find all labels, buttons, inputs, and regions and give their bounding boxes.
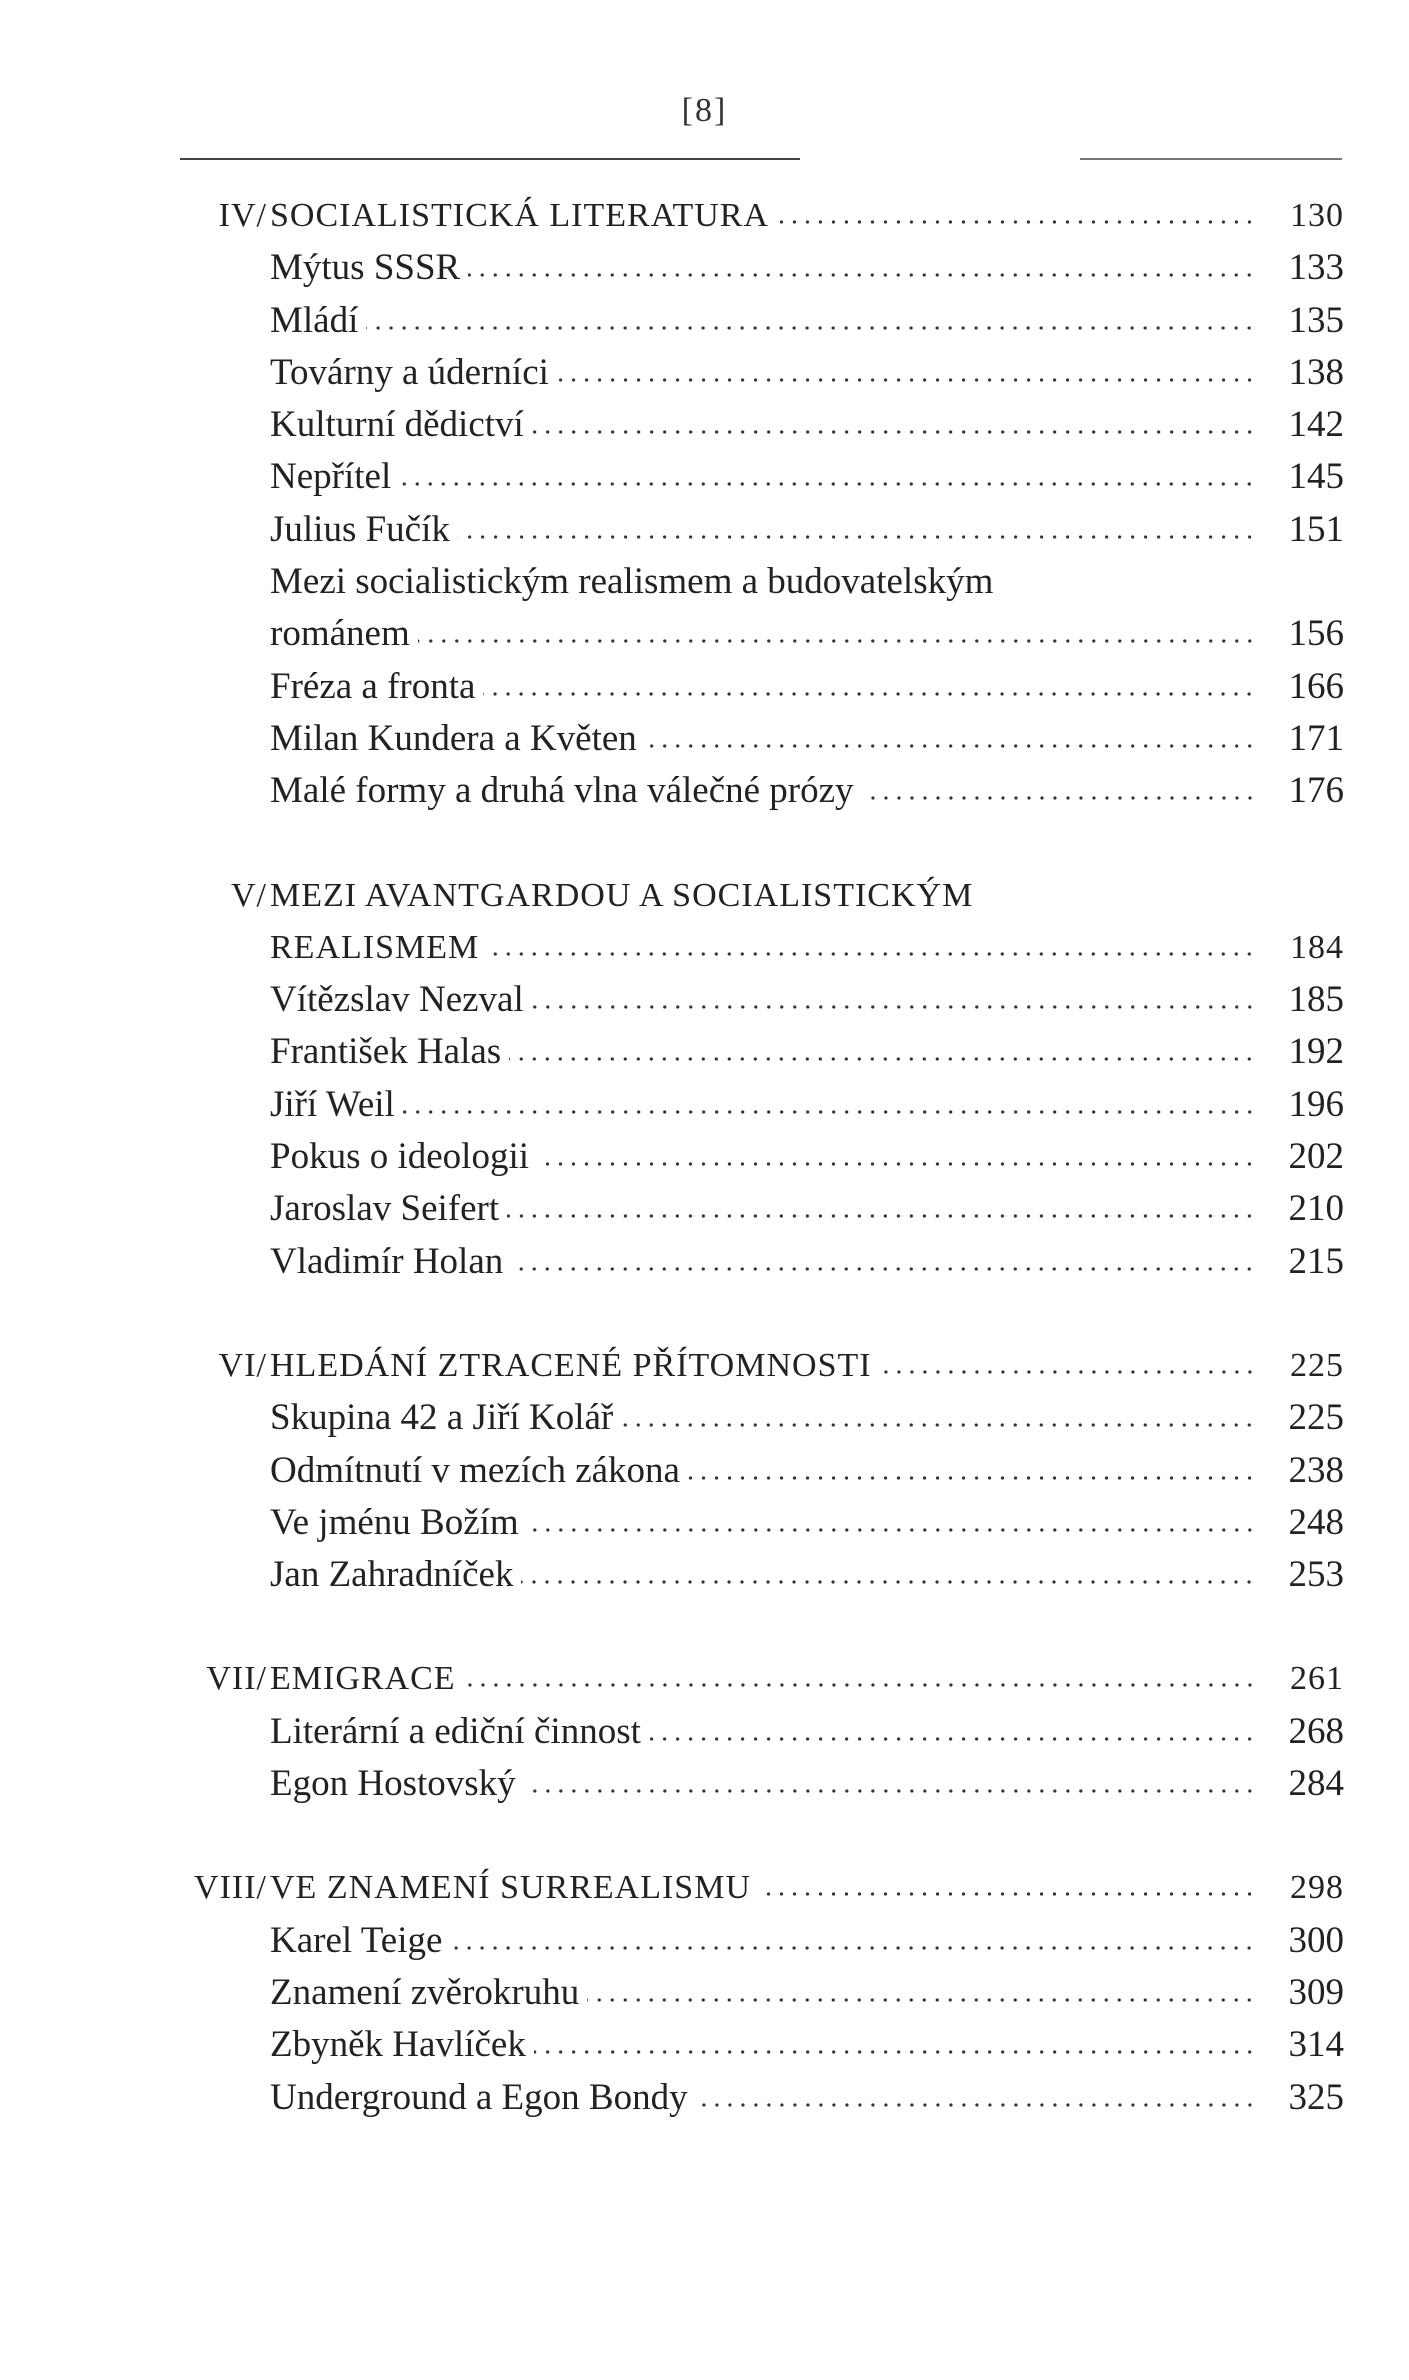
entry-title: Jan Zahradníček bbox=[270, 1554, 514, 1596]
entry-title: Egon Hostovský bbox=[270, 1763, 516, 1805]
dot-leader bbox=[507, 1214, 1256, 1218]
entry-title: Znamení zvěrokruhu bbox=[270, 1971, 580, 2013]
dot-leader bbox=[537, 1162, 1256, 1166]
entry-title: Fréza a fronta bbox=[270, 665, 476, 707]
dot-leader bbox=[532, 1005, 1256, 1009]
toc-entry bbox=[0, 1131, 1409, 1183]
page-ref: 225 bbox=[1288, 1397, 1344, 1439]
page-ref: 176 bbox=[1288, 770, 1344, 812]
toc-entry bbox=[0, 974, 1409, 1026]
page-ref: 130 bbox=[1290, 197, 1344, 234]
dot-leader bbox=[880, 1370, 1256, 1374]
page-ref: 196 bbox=[1288, 1083, 1344, 1125]
dot-leader bbox=[534, 2050, 1256, 2054]
toc-chapter-row bbox=[0, 870, 1409, 922]
toc-entry bbox=[0, 399, 1409, 451]
entry-title: Ve jménu Božím bbox=[270, 1501, 519, 1543]
dot-leader bbox=[524, 1789, 1256, 1793]
toc-entry bbox=[0, 1549, 1409, 1601]
toc-entry bbox=[0, 242, 1409, 294]
entry-title: Jaroslav Seifert bbox=[270, 1188, 500, 1230]
page-ref: 184 bbox=[1290, 928, 1344, 966]
toc-entry bbox=[0, 451, 1409, 503]
dot-leader bbox=[399, 482, 1256, 486]
toc-entry bbox=[0, 1967, 1409, 2019]
dot-leader bbox=[418, 639, 1256, 643]
entry-title: Pokus o ideologii bbox=[270, 1136, 530, 1178]
entry-title: Julius Fučík bbox=[270, 508, 450, 550]
page-ref: 309 bbox=[1288, 1971, 1344, 2013]
page-ref: 185 bbox=[1288, 979, 1344, 1021]
entry-title: Odmítnutí v mezích zákona bbox=[270, 1449, 680, 1491]
entry-title: Továrny a úderníci bbox=[270, 351, 549, 393]
dot-leader bbox=[759, 1892, 1256, 1896]
dot-leader bbox=[509, 1057, 1256, 1061]
toc-section bbox=[0, 1862, 1409, 2123]
dot-leader bbox=[468, 273, 1256, 277]
chapter-number: VII/ bbox=[206, 1660, 267, 1698]
page-ref: 166 bbox=[1288, 665, 1344, 707]
dot-leader bbox=[487, 952, 1256, 956]
page-ref: 215 bbox=[1288, 1240, 1344, 1282]
page-number: [8] bbox=[681, 92, 728, 129]
page-ref: 156 bbox=[1288, 613, 1344, 655]
chapter-title: MEZI AVANTGARDOU A SOCIALISTICKÝM bbox=[270, 876, 974, 914]
toc-entry bbox=[0, 1758, 1409, 1810]
entry-title: Zbyněk Havlíček bbox=[270, 2024, 526, 2066]
toc-entry bbox=[0, 661, 1409, 713]
entry-title: Mezi socialistickým realismem a budovatelským bbox=[270, 561, 994, 603]
page-ref: 135 bbox=[1288, 299, 1344, 341]
dot-leader bbox=[458, 535, 1256, 539]
page-ref: 284 bbox=[1288, 1763, 1344, 1805]
dot-leader bbox=[450, 1946, 1256, 1950]
dot-leader bbox=[645, 744, 1256, 748]
chapter-title: HLEDÁNÍ ZTRACENÉ PŘÍTOMNOSTI bbox=[270, 1346, 872, 1384]
toc-chapter-row bbox=[0, 1340, 1409, 1392]
entry-title: Literární a ediční činnost bbox=[270, 1710, 641, 1752]
entry-title: Milan Kundera a Květen bbox=[270, 717, 637, 759]
dot-leader bbox=[621, 1423, 1256, 1427]
toc-entry bbox=[0, 1706, 1409, 1758]
page-ref: 133 bbox=[1288, 247, 1344, 289]
toc-entry bbox=[0, 2072, 1409, 2124]
chapter-number: IV/ bbox=[218, 197, 267, 234]
entry-title: Mládí bbox=[270, 299, 359, 341]
entry-title: Malé formy a druhá vlna válečné prózy bbox=[270, 770, 854, 812]
chapter-number: VIII/ bbox=[194, 1869, 267, 1907]
toc-entry bbox=[0, 1026, 1409, 1078]
page-ref: 171 bbox=[1288, 717, 1344, 759]
toc-entry bbox=[0, 556, 1409, 608]
page-ref: 145 bbox=[1288, 456, 1344, 498]
dot-leader bbox=[532, 430, 1256, 434]
entry-title: Nepřítel bbox=[270, 456, 392, 498]
page-ref: 138 bbox=[1288, 351, 1344, 393]
entry-title: František Halas bbox=[270, 1031, 502, 1073]
page-ref: 151 bbox=[1288, 508, 1344, 550]
toc-entry bbox=[0, 1392, 1409, 1444]
page-ref: 238 bbox=[1288, 1449, 1344, 1491]
chapter-title: EMIGRACE bbox=[270, 1660, 456, 1698]
toc-entry bbox=[0, 1236, 1409, 1288]
entry-title: Vladimír Holan bbox=[270, 1240, 504, 1282]
dot-leader bbox=[587, 1998, 1256, 2002]
dot-leader bbox=[777, 220, 1256, 224]
toc-section bbox=[0, 870, 1409, 1288]
toc-chapter-row-continuation bbox=[0, 922, 1409, 974]
page-ref: 314 bbox=[1288, 2024, 1344, 2066]
entry-title: Jiří Weil bbox=[270, 1083, 395, 1125]
toc-section bbox=[0, 1340, 1409, 1601]
dot-leader bbox=[696, 2103, 1256, 2107]
dot-leader bbox=[521, 1580, 1256, 1584]
table-of-contents bbox=[0, 190, 1409, 2176]
toc-entry bbox=[0, 1497, 1409, 1549]
toc-chapter-row bbox=[0, 190, 1409, 242]
dot-leader bbox=[649, 1737, 1256, 1741]
dot-leader bbox=[366, 326, 1256, 330]
page-ref: 261 bbox=[1290, 1660, 1344, 1698]
page-ref: 142 bbox=[1288, 404, 1344, 446]
toc-entry bbox=[0, 1079, 1409, 1131]
entry-title: Karel Teige bbox=[270, 1919, 443, 1961]
toc-entry bbox=[0, 765, 1409, 817]
dot-leader bbox=[464, 1683, 1256, 1687]
toc-chapter-row bbox=[0, 1653, 1409, 1705]
toc-entry bbox=[0, 713, 1409, 765]
toc-section bbox=[0, 190, 1409, 818]
entry-title: Mýtus SSSR bbox=[270, 247, 461, 289]
toc-chapter-row bbox=[0, 1862, 1409, 1914]
page-ref: 210 bbox=[1288, 1188, 1344, 1230]
page-ref: 248 bbox=[1288, 1501, 1344, 1543]
toc-entry bbox=[0, 347, 1409, 399]
entry-title: Kulturní dědictví bbox=[270, 404, 524, 446]
toc-entry bbox=[0, 1915, 1409, 1967]
page-ref: 202 bbox=[1288, 1136, 1344, 1178]
dot-leader bbox=[527, 1528, 1256, 1532]
page-ref: 325 bbox=[1288, 2076, 1344, 2118]
dot-leader bbox=[483, 692, 1256, 696]
toc-entry bbox=[0, 2019, 1409, 2071]
chapter-title-continuation: REALISMEM bbox=[270, 928, 480, 966]
toc-section bbox=[0, 1653, 1409, 1810]
chapter-title: VE ZNAMENÍ SURREALISMU bbox=[270, 1869, 751, 1907]
page-ref: 192 bbox=[1288, 1031, 1344, 1073]
page-ref: 298 bbox=[1290, 1869, 1344, 1907]
chapter-number: VI/ bbox=[218, 1346, 267, 1384]
dot-leader bbox=[403, 1110, 1256, 1114]
header-rule bbox=[1080, 158, 1342, 160]
toc-entry bbox=[0, 1183, 1409, 1235]
chapter-title: SOCIALISTICKÁ LITERATURA bbox=[270, 197, 770, 234]
entry-title: Underground a Egon Bondy bbox=[270, 2076, 688, 2118]
dot-leader bbox=[557, 378, 1256, 382]
dot-leader bbox=[688, 1476, 1256, 1480]
page-ref: 300 bbox=[1288, 1919, 1344, 1961]
dot-leader bbox=[862, 796, 1256, 800]
toc-entry bbox=[0, 504, 1409, 556]
page-ref: 268 bbox=[1288, 1710, 1344, 1752]
toc-entry bbox=[0, 295, 1409, 347]
toc-entry bbox=[0, 1445, 1409, 1497]
page-ref: 225 bbox=[1290, 1346, 1344, 1384]
entry-title-continuation: románem bbox=[270, 613, 410, 655]
chapter-number: V/ bbox=[231, 876, 267, 914]
entry-title: Vítězslav Nezval bbox=[270, 979, 524, 1021]
page-ref: 253 bbox=[1288, 1554, 1344, 1596]
header-rule bbox=[180, 158, 800, 160]
toc-entry-continuation bbox=[0, 608, 1409, 660]
dot-leader bbox=[511, 1267, 1256, 1271]
entry-title: Skupina 42 a Jiří Kolář bbox=[270, 1397, 614, 1439]
